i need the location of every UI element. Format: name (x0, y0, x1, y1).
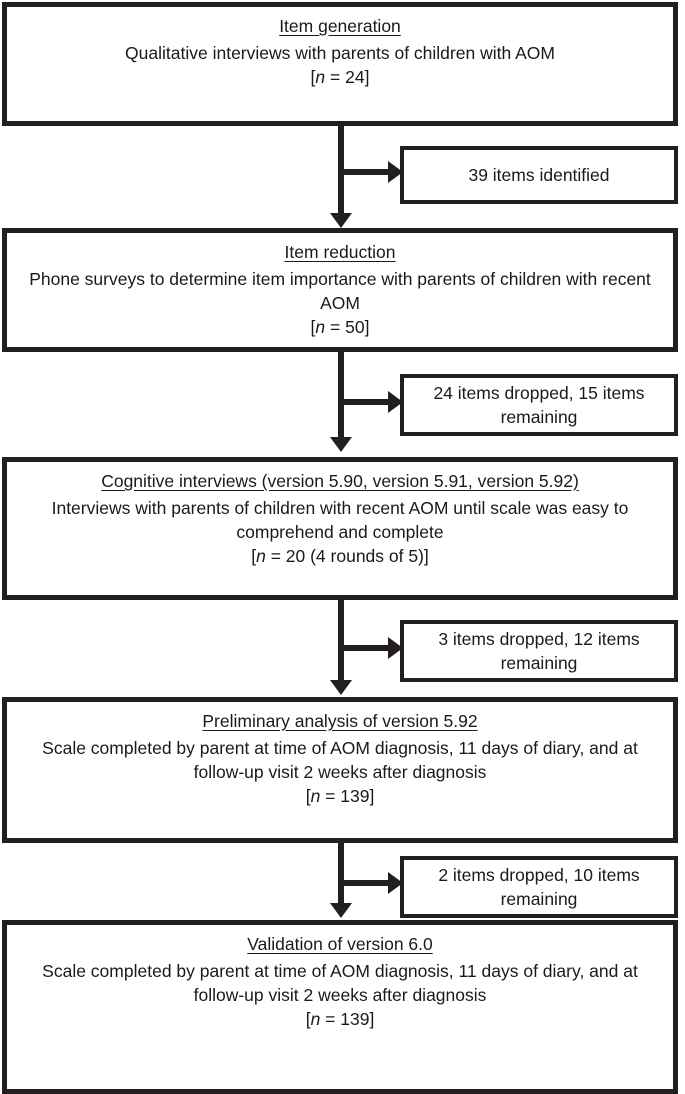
outcome-text: 24 items dropped, 15 items remaining (433, 383, 645, 427)
stage-heading: Item reduction (284, 242, 396, 262)
stage-body: Interviews with parents of children with recent AOM until scale was easy to comprehend and complete (51, 498, 629, 542)
sample-size-prefix: [ (310, 67, 316, 87)
sample-size-prefix: [ (310, 317, 316, 337)
stage-box-preliminary-analysis (2, 697, 678, 843)
connector-trunk-3 (338, 600, 344, 682)
sample-size-value: = 24] (325, 67, 370, 87)
connector-arrow-down-4 (330, 903, 352, 918)
sample-size-symbol: n (310, 786, 321, 806)
stage-body: Scale completed by parent at time of AOM diagnosis, 11 days of diary, and at follow-up visit 2 weeks after diagnosis (42, 738, 638, 782)
connector-trunk-2 (338, 352, 344, 440)
outcome-box-1 (400, 146, 678, 204)
connector-branch-1 (344, 169, 390, 175)
stage-box-cognitive-interviews (2, 457, 678, 600)
connector-branch-4 (344, 880, 390, 886)
connector-arrow-down-2 (330, 437, 352, 452)
connector-branch-3 (344, 645, 390, 651)
outcome-box-3 (400, 620, 678, 682)
stage-body: Phone surveys to determine item importance with parents of children with recent AOM (29, 269, 651, 313)
sample-size-symbol: n (315, 317, 326, 337)
sample-size-value: = 50] (325, 317, 370, 337)
outcome-box-2 (400, 374, 678, 436)
connector-branch-2 (344, 399, 390, 405)
stage-box-validation (2, 920, 678, 1094)
stage-body: Scale completed by parent at time of AOM diagnosis, 11 days of diary, and at follow-up visit 2 weeks after diagnosis (42, 961, 638, 1005)
stage-box-item-generation (2, 2, 678, 126)
stage-sample-size (251, 544, 429, 568)
stage-heading: Preliminary analysis of version 5.92 (202, 711, 478, 731)
sample-size-prefix: [ (305, 1009, 311, 1029)
connector-trunk-4 (338, 843, 344, 905)
sample-size-value: = 139] (320, 1009, 375, 1029)
sample-size-prefix: [ (305, 786, 311, 806)
sample-size-value: = 20 (4 rounds of 5)] (265, 546, 429, 566)
outcome-box-4 (400, 856, 678, 918)
sample-size-value: = 139] (320, 786, 375, 806)
sample-size-symbol: n (315, 67, 326, 87)
outcome-text: 3 items dropped, 12 items remaining (438, 629, 640, 673)
stage-heading: Validation of version 6.0 (247, 934, 433, 954)
connector-arrow-down-3 (330, 680, 352, 695)
stage-sample-size (311, 315, 370, 339)
stage-sample-size (306, 1007, 375, 1031)
stage-heading: Cognitive interviews (version 5.90, version 5.91, version 5.92) (101, 471, 579, 491)
stage-sample-size (311, 65, 370, 89)
outcome-text: 39 items identified (468, 165, 610, 185)
outcome-text: 2 items dropped, 10 items remaining (438, 865, 640, 909)
stage-sample-size (306, 784, 375, 808)
connector-arrow-down-1 (330, 213, 352, 228)
stage-box-item-reduction (2, 228, 678, 352)
sample-size-symbol: n (256, 546, 266, 566)
stage-heading: Item generation (279, 16, 401, 36)
sample-size-prefix: [ (251, 546, 257, 566)
sample-size-symbol: n (310, 1009, 321, 1029)
stage-body: Qualitative interviews with parents of children with AOM (125, 43, 555, 63)
